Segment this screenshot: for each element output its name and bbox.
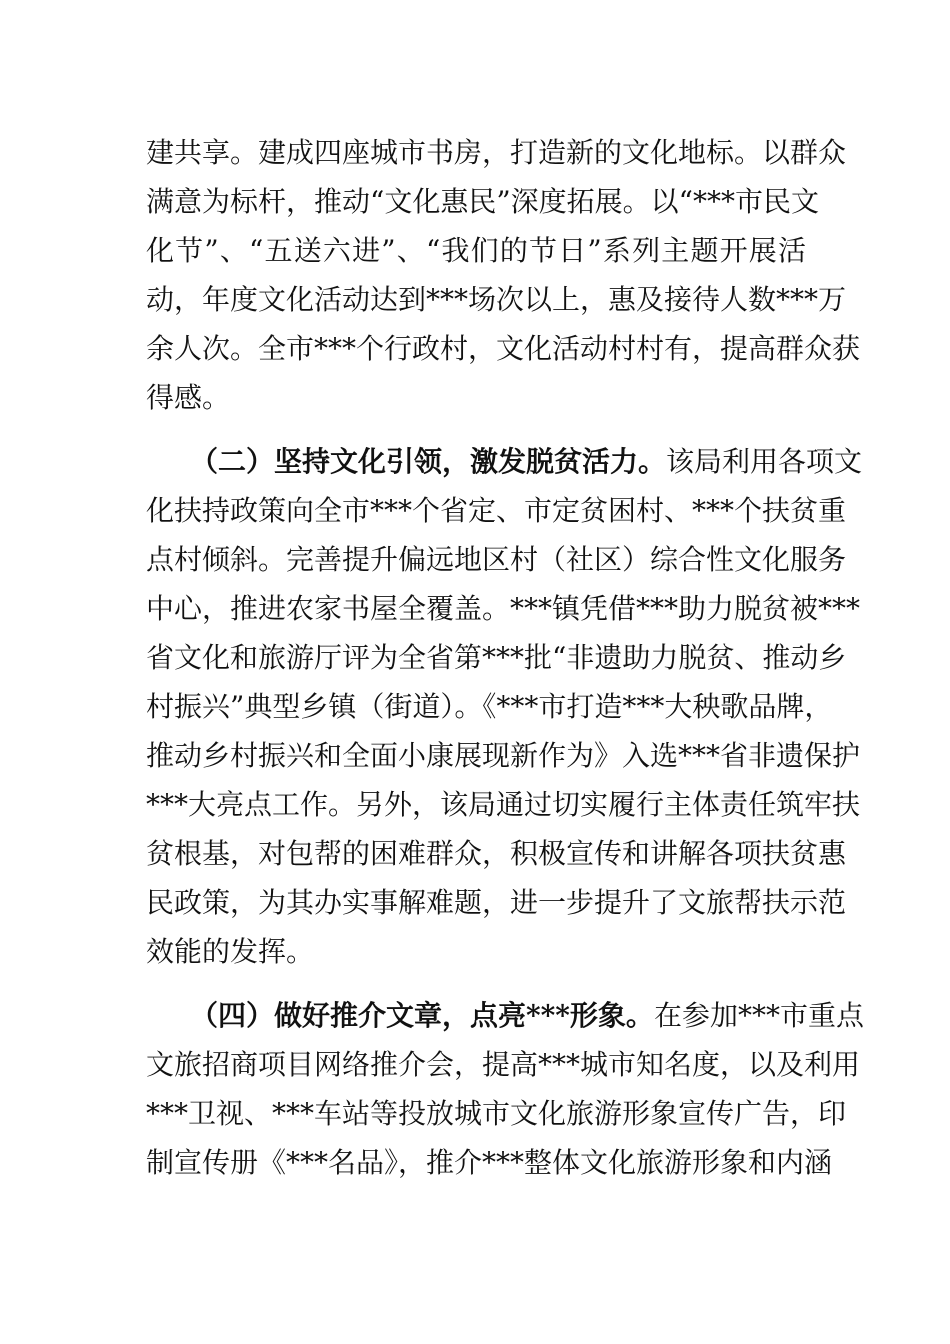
text-line: ***大亮点工作。另外，该局通过切实履行主体责任筑牢扶 — [146, 788, 861, 821]
paragraph-text: 该局利用各项文 — [666, 445, 863, 478]
paragraph-first-line — [190, 996, 864, 1036]
text-line: 推动乡村振兴和全面小康展现新作为》入选***省非遗保护 — [146, 739, 861, 772]
text-line: 中心，推进农家书屋全覆盖。***镇凭借***助力脱贫被*** — [146, 592, 861, 625]
text-line: 余人次。全市***个行政村，文化活动村村有，提高群众获 — [146, 332, 861, 365]
section-heading: （四）做好推介文章，点亮***形象。 — [190, 999, 654, 1032]
section-heading: （二）坚持文化引领，激发脱贫活力。 — [190, 445, 667, 478]
text-line: 得感。 — [146, 381, 231, 414]
text-line: 建共享。建成四座城市书房，打造新的文化地标。以群众 — [146, 136, 847, 169]
text-line: 贫根基，对包帮的困难群众，积极宣传和讲解各项扶贫惠 — [146, 837, 847, 870]
text-line: 化扶持政策向全市***个省定、市定贫困村、***个扶贫重 — [146, 494, 847, 527]
text-line: 民政策，为其办实事解难题，进一步提升了文旅帮扶示范 — [146, 886, 847, 919]
text-line: 效能的发挥。 — [146, 935, 315, 968]
text-line: 满意为标杆，推动“文化惠民”深度拓展。以“***市民文 — [146, 185, 819, 218]
paragraph-text: 在参加***市重点 — [653, 999, 864, 1032]
text-line: 文旅招商项目网络推介会，提高***城市知名度，以及利用 — [146, 1048, 861, 1081]
paragraph-first-line — [190, 442, 863, 482]
text-line: ***卫视、***车站等投放城市文化旅游形象宣传广告，印 — [146, 1097, 847, 1130]
text-line: 化节”、“五送六进”、“我们的节日”系列主题开展活 — [146, 234, 806, 267]
text-line: 村振兴”典型乡镇（街道）。《***市打造***大秧歌品牌， — [146, 690, 833, 723]
text-line: 省文化和旅游厅评为全省第***批“非遗助力脱贫、推动乡 — [146, 641, 847, 674]
text-line: 制宣传册《***名品》，推介***整体文化旅游形象和内涵 — [146, 1146, 833, 1179]
text-line: 点村倾斜。完善提升偏远地区村（社区）综合性文化服务 — [146, 543, 847, 576]
text-line: 动，年度文化活动达到***场次以上，惠及接待人数***万 — [146, 283, 847, 316]
